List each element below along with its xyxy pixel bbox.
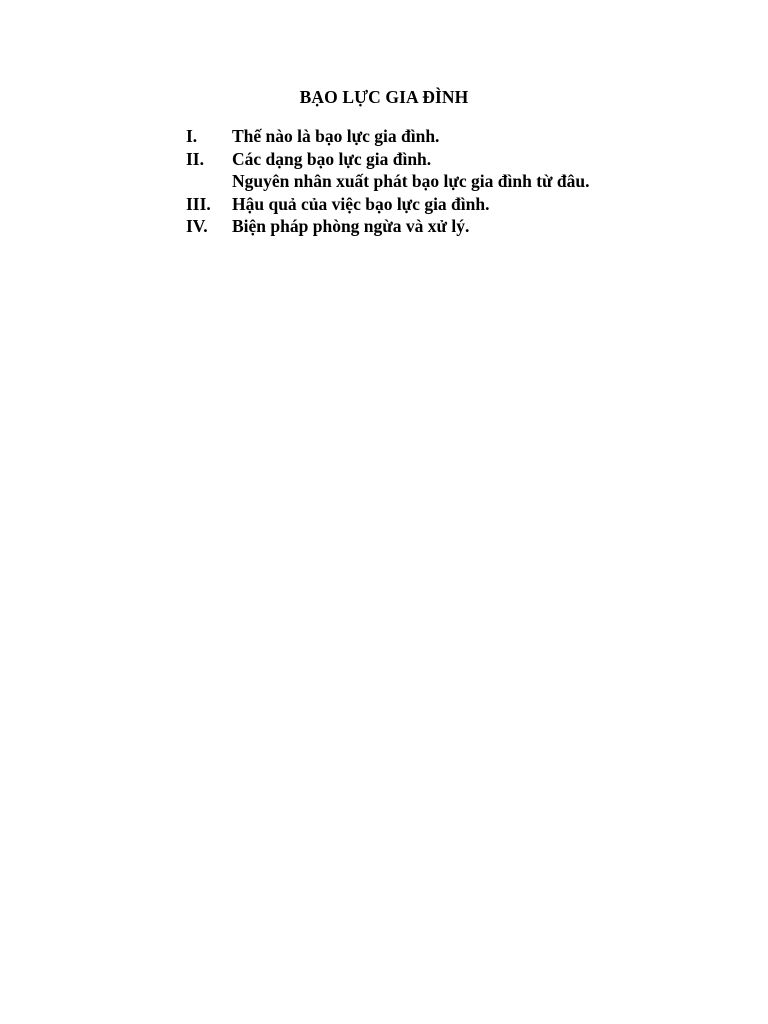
- outline-item-number: [186, 170, 232, 193]
- outline-item-text: Nguyên nhân xuất phát bạo lực gia đình từ đâu.: [232, 171, 590, 191]
- outline-item: [186, 148, 666, 171]
- outline-item: [186, 170, 666, 193]
- outline-item: [186, 193, 666, 216]
- outline-item-text: Hậu quả của việc bạo lực gia đình.: [232, 193, 490, 214]
- document-title: BẠO LỰC GIA ĐÌNH: [299, 87, 469, 107]
- outline-item-text: Các dạng bạo lực gia đình.: [232, 148, 432, 169]
- outline-item-number: I.: [186, 126, 198, 146]
- outline-item-text: Thế nào là bạo lực gia đình.: [232, 126, 440, 146]
- outline-item: [186, 215, 666, 238]
- outline-list: [186, 125, 666, 238]
- outline-item-number: II.: [186, 148, 204, 169]
- outline-item-number: III.: [186, 193, 211, 214]
- outline-item: [186, 125, 666, 148]
- outline-item-text: Biện pháp phòng ngừa và xử lý.: [232, 216, 470, 236]
- outline-item-number: IV.: [186, 216, 208, 236]
